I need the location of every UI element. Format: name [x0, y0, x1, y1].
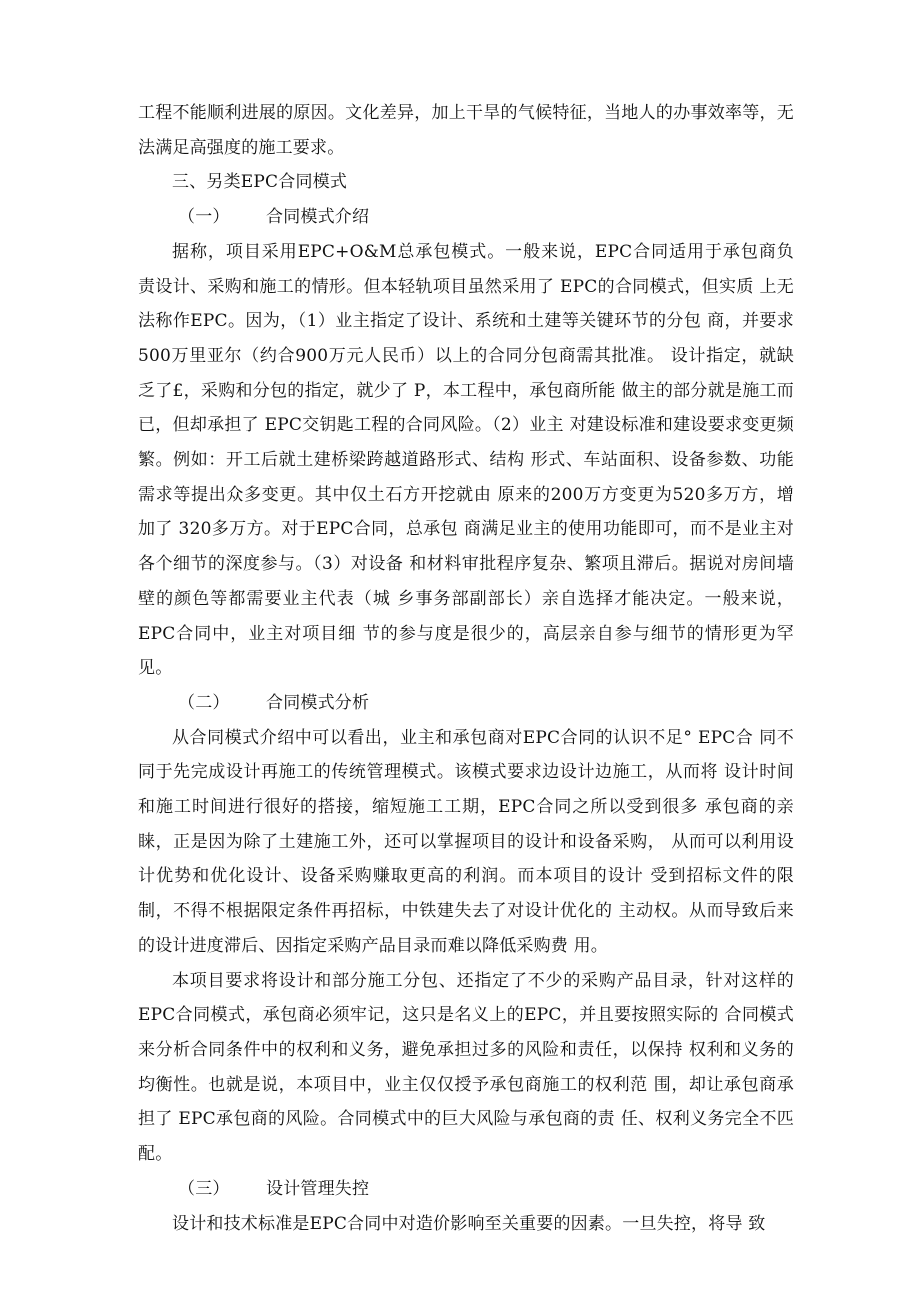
subsection-title: 合同模式分析 [266, 692, 370, 713]
subsection-heading-1 [138, 200, 794, 235]
paragraph-contract-intro: 据称，项目采用EPC+O&M总承包模式。一般来说，EPC合同适用于承包商负 责设计、采购和施工的情形。但本轻轨项目虽然采用了 EPC的合同模式，但实质 上无法称作EPC。因为，（1）业主指定了设计、系统和土建等关键环节的分包 商，并要求500万里亚尔（约合900万元人民币）以上的合同分包商需其批准。 设计指定，就缺乏了£，采购和分包的指定，就少了 P，本工程中，承包商所能 做主的部分就是施工而已，但却承担了 EPC交钥匙工程的合同风险。（2）业主 对建设标准和建设要求变更频繁。例如：开工后就土建桥梁跨越道路形式、结构 形式、车站面积、设备参数、功能需求等提出众多变更。其中仅土石方开挖就由 原来的200万方变更为520多万方，增加了 320多万方。对于EPC合同，总承包 商满足业主的使用功能即可，而不是业主对各个细节的深度参与。（3）对设备 和材料审批程序复杂、繁项且滞后。据说对房间墙壁的颜色等都需要业主代表（城 乡事务部副部长）亲自选择才能决定。一般来说，EPC合同中，业主对项目细 节的参与度是很少的，高层亲自参与细节的情形更为罕见。 [138, 241, 794, 679]
subsection-heading-2 [138, 686, 794, 721]
subsection-title: 设计管理失控 [266, 1178, 370, 1199]
subsection-heading-3 [138, 1172, 794, 1207]
subsection-number: （二） [178, 692, 230, 713]
paragraph-contract-analysis-1: 从合同模式介绍中可以看出，业主和承包商对EPC合同的认识不足° EPC合 同不同于先完成设计再施工的传统管理模式。该模式要求边设计边施工，从而将 设计时间和施工时间进行很好的搭接，缩短施工工期，EPC合同之所以受到很多 承包商的亲睐，正是因为除了土建施工外，还可以掌握项目的设计和设备采购， 从而可以利用设计优势和优化设计、设备采购赚取更高的利润。而本项目的设计 受到招标文件的限制，不得不根据限定条件再招标，中铁建失去了对设计优化的 主动权。从而导致后来的设计进度滞后、因指定采购产品目录而难以降低采购费 用。 [138, 727, 794, 956]
paragraph-intro: 工程不能顺利进展的原因。文化差异，加上干旱的气候特征，当地人的办事效率等，无法满足高强度的施工要求。 [138, 103, 794, 158]
subsection-title: 合同模式介绍 [266, 207, 370, 228]
document-body [138, 96, 794, 1241]
subsection-number: （一） [178, 207, 230, 228]
paragraph-contract-analysis-2: 本项目要求将设计和部分施工分包、还指定了不少的采购产品目录，针对这样的EPC合同模式，承包商必须牢记，这只是名义上的EPC，并且要按照实际的 合同模式来分析合同条件中的权利和义务，避免承担过多的风险和责任，以保持 权利和义务的均衡性。也就是说，本项目中，业主仅仅授予承包商施工的权利范 围，却让承包商承担了 EPC承包商的风险。合同模式中的巨大风险与承包商的责 任、权利义务完全不匹配。 [138, 970, 794, 1165]
section-heading-3: 三、另类EPC合同模式 [172, 172, 348, 193]
paragraph-design-management: 设计和技术标准是EPC合同中对造价影响至关重要的因素。一旦失控，将导 致 [172, 1213, 766, 1234]
subsection-number: （三） [178, 1178, 230, 1199]
